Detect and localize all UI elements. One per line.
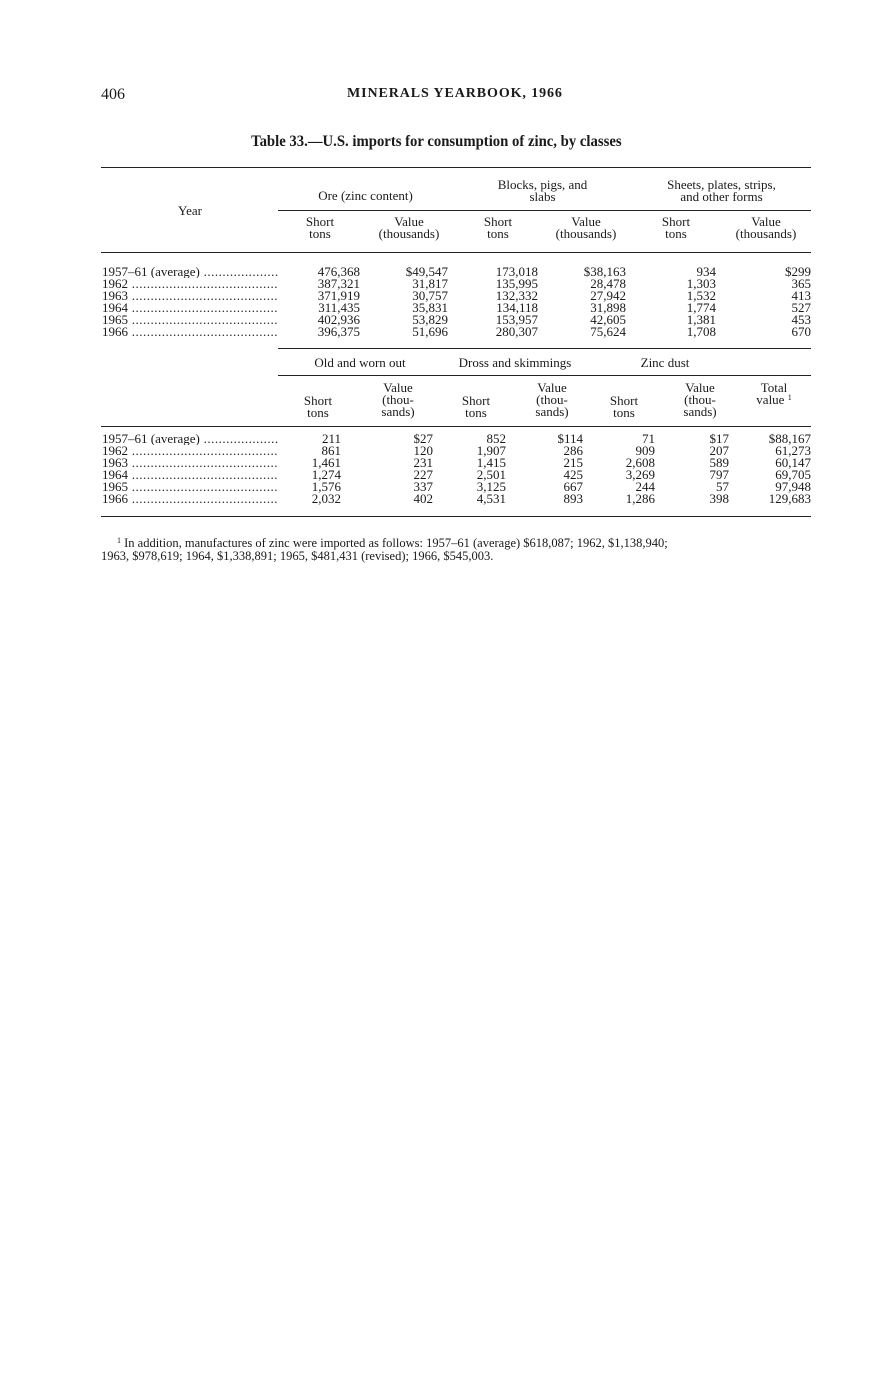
section2-table-cell: $114 — [557, 431, 583, 446]
section2-column-header: Value (thou- sands) — [535, 380, 569, 419]
section1-table-cell: 670 — [791, 324, 811, 339]
section2-table-cell: 4,531 — [476, 491, 506, 506]
section2-table-cell: 3,269 — [625, 467, 655, 482]
section1-column-header: Value (thousands) — [555, 214, 617, 241]
section2-column-header: Short tons — [461, 393, 491, 420]
group-header-old-worn: Old and worn out — [314, 355, 406, 370]
section1-row-label: 1963 ..... — [102, 290, 278, 302]
section2-table-cell: $27 — [413, 431, 433, 446]
section1-table-cell: 371,919 — [317, 288, 360, 303]
section1-table-cell: 153,957 — [495, 312, 538, 327]
section1-column-header: Value (thousands) — [378, 214, 440, 241]
section1-table-cell: 1,532 — [686, 288, 716, 303]
section2-column-header: Short tons — [303, 393, 333, 420]
section2-table-cell: 97,948 — [775, 479, 811, 494]
section2-column-header: Value (thou- sands) — [683, 380, 717, 419]
section1-row-label: 1966 ..... — [102, 326, 278, 338]
section2-column-header: Total value $^1$ — [756, 380, 792, 407]
section2-table-cell: 71 — [642, 431, 655, 446]
table-title: Table 33.—U.S. imports for consumption of zinc, by classes — [250, 133, 622, 150]
section1-table-cell: 53,829 — [412, 312, 448, 327]
section1-table-cell: 132,332 — [495, 288, 538, 303]
section2-table-cell: 60,147 — [775, 455, 811, 470]
section1-table-cell: 31,898 — [590, 300, 626, 315]
section2-table-cell: 852 — [486, 431, 506, 446]
section2-table-cell: 425 — [563, 467, 583, 482]
section1-table-cell: 280,307 — [495, 324, 538, 339]
section2-table-cell: 667 — [563, 479, 583, 494]
running-title: MINERALS YEARBOOK, 1966 — [347, 86, 563, 101]
section2-row-label: 1957–61 (average) ..... — [102, 433, 278, 445]
section1-table-cell: 402,936 — [317, 312, 360, 327]
section1-table-cell: 42,605 — [590, 312, 626, 327]
year-column-header: Year — [178, 203, 202, 218]
section1-table-cell: 387,321 — [317, 276, 360, 291]
section2-group-rule — [278, 375, 811, 376]
page-number: 406 — [101, 86, 125, 103]
section2-table-cell: 589 — [709, 455, 729, 470]
section1-table-cell: 527 — [791, 300, 811, 315]
section2-table-cell: 2,032 — [311, 491, 341, 506]
section1-column-header: Value (thousands) — [735, 214, 797, 241]
section1-table-cell: 173,018 — [495, 264, 538, 279]
group-header-blocks: Blocks, pigs, and slabs — [497, 177, 588, 204]
section2-table-cell: 1,415 — [476, 455, 506, 470]
group-header-sheets: Sheets, plates, strips, and other forms — [667, 177, 776, 204]
section2-table-cell: 398 — [709, 491, 729, 506]
section1-table-cell: 365 — [791, 276, 811, 291]
section2-table-cell: 1,274 — [311, 467, 341, 482]
section2-table-cell: 215 — [563, 455, 583, 470]
section2-table-cell: 2,608 — [625, 455, 655, 470]
section1-table-cell: 75,624 — [590, 324, 626, 339]
section2-table-cell: 211 — [321, 431, 341, 446]
section1-table-cell: 1,774 — [686, 300, 716, 315]
section2-table-cell: 69,705 — [775, 467, 811, 482]
section2-table-cell: 2,501 — [476, 467, 506, 482]
section1-table-cell: 30,757 — [412, 288, 448, 303]
section1-table-cell: $38,163 — [583, 264, 626, 279]
section1-table-cell: 27,942 — [590, 288, 626, 303]
section2-table-cell: 1,907 — [476, 443, 506, 458]
section1-row-label: 1962 ..... — [102, 278, 278, 290]
section1-table-cell: 396,375 — [317, 324, 360, 339]
section1-table-cell: 476,368 — [317, 264, 360, 279]
section1-column-header: Short tons — [305, 214, 335, 241]
section2-table-cell: 3,125 — [476, 479, 506, 494]
section1-table-cell: 413 — [791, 288, 811, 303]
total-value-footnote-mark: 1 — [787, 393, 792, 402]
table-bottom-rule — [101, 516, 811, 517]
section1-table-cell: 51,696 — [412, 324, 448, 339]
section1-bottom-rule — [278, 348, 811, 349]
section1-table-cell: 134,118 — [496, 300, 538, 315]
section2-table-cell: 57 — [716, 479, 729, 494]
section2-row-label: 1963 ..... — [102, 457, 278, 469]
section1-column-header: Short tons — [483, 214, 513, 241]
section2-row-label: 1962 ..... — [102, 445, 278, 457]
section1-table-cell: 453 — [791, 312, 811, 327]
section2-table-cell: 402 — [413, 491, 433, 506]
section2-row-label: 1966 ..... — [102, 493, 278, 505]
section2-table-cell: 129,683 — [768, 491, 811, 506]
section2-table-cell: 244 — [635, 479, 655, 494]
section1-table-cell: $49,547 — [405, 264, 448, 279]
section1-table-cell: 1,303 — [686, 276, 716, 291]
section1-header-bottom-rule — [101, 252, 811, 253]
section2-row-label: 1964 ..... — [102, 469, 278, 481]
section1-table-cell: 311,435 — [318, 300, 360, 315]
section2-header-bottom-rule — [101, 426, 811, 427]
section2-table-cell: 1,576 — [311, 479, 341, 494]
section1-table-cell: 28,478 — [590, 276, 626, 291]
group-header-dross: Dross and skimmings — [458, 355, 572, 370]
section2-table-cell: 909 — [635, 443, 655, 458]
section2-row-label: 1965 ..... — [102, 481, 278, 493]
section1-table-cell: 934 — [696, 264, 716, 279]
section1-row-label: 1965 ..... — [102, 314, 278, 326]
section2-table-cell: 893 — [563, 491, 583, 506]
table-top-rule — [101, 167, 811, 168]
section2-table-cell: 797 — [709, 467, 729, 482]
group-header-zinc-dust: Zinc dust — [640, 355, 690, 370]
section2-table-cell: 861 — [321, 443, 341, 458]
section1-column-header: Short tons — [661, 214, 691, 241]
section1-row-label: 1964 ..... — [102, 302, 278, 314]
section2-table-cell: 337 — [413, 479, 433, 494]
section2-column-header: Value (thou- sands) — [381, 380, 415, 419]
section2-column-header: Short tons — [609, 393, 639, 420]
section1-row-label: 1957–61 (average) ..... — [102, 266, 278, 278]
section2-table-cell: 231 — [413, 455, 433, 470]
section2-table-cell: 286 — [563, 443, 583, 458]
section2-table-cell: $17 — [709, 431, 729, 446]
section2-table-cell: 61,273 — [775, 443, 811, 458]
table-footnote: $^1$ In addition, manufactures of zinc were imported as follows: 1957–61 (average) $618,087; 1962, $1,138,940; 1963, $978,619; 1964, $1,338,891; 1965, $481,431 (revised); 1966, $545,003. — [101, 536, 668, 563]
section2-table-cell: 1,286 — [625, 491, 655, 506]
footnote-mark: 1 — [117, 536, 121, 545]
section1-table-cell: 1,381 — [686, 312, 716, 327]
group-header-ore: Ore (zinc content) — [318, 188, 413, 203]
section1-table-cell: $299 — [785, 264, 811, 279]
section1-table-cell: 1,708 — [686, 324, 716, 339]
section2-table-cell: $88,167 — [768, 431, 811, 446]
section1-table-cell: 135,995 — [495, 276, 538, 291]
section1-table-cell: 31,817 — [412, 276, 448, 291]
section1-table-cell: 35,831 — [412, 300, 448, 315]
section2-table-cell: 120 — [413, 443, 433, 458]
group-header-rule — [278, 210, 811, 211]
section2-table-cell: 1,461 — [311, 455, 341, 470]
section2-table-cell: 227 — [413, 467, 433, 482]
section2-table-cell: 207 — [709, 443, 729, 458]
